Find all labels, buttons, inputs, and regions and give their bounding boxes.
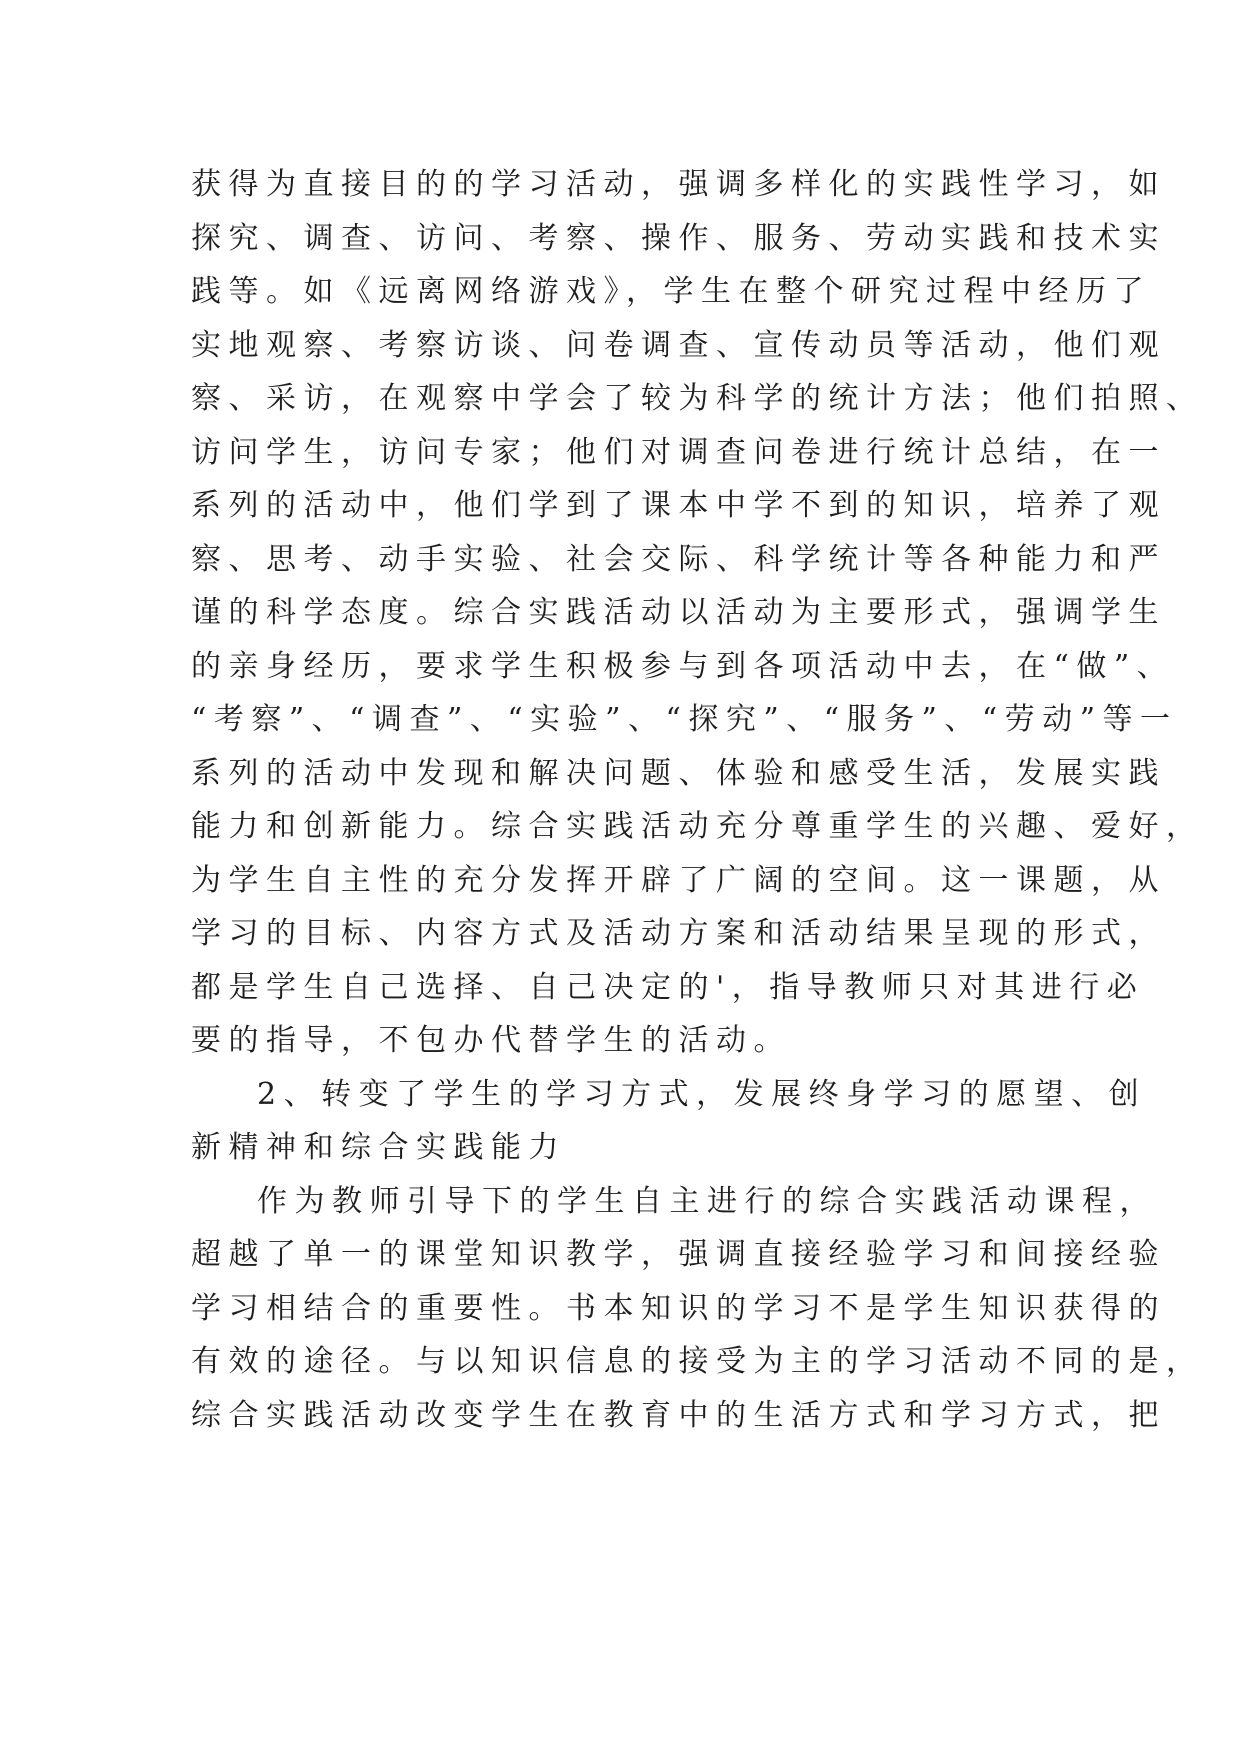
text-line: 察、思考、动手实验、社会交际、科学统计等各种能力和严	[191, 541, 1166, 577]
text-line: 学习的目标、内容方式及活动方案和活动结果呈现的形式，	[191, 916, 1166, 951]
text-line: 能力和创新能力。综合实践活动充分尊重学生的兴趣、爱好，	[191, 809, 1204, 844]
text-line: 系列的活动中发现和解决问题、体验和感受生活，发展实践	[191, 755, 1166, 791]
text-line: 系列的活动中，他们学到了课本中学不到的知识，培养了观	[191, 488, 1166, 523]
text-line: 为学生自主性的充分发挥开辟了广阔的空间。这一课题，从	[191, 862, 1166, 898]
text-line: 获得为直接目的的学习活动，强调多样化的实践性学习，如	[191, 167, 1166, 202]
text-line: 的亲身经历，要求学生积极参与到各项活动中去，在“做”、	[191, 648, 1175, 684]
text-line: 践等。如《远离网络游戏》，学生在整个研究过程中经历了	[191, 274, 1151, 309]
text-line: 综合实践活动改变学生在教育中的生活方式和学习方式，把	[191, 1397, 1166, 1433]
section-heading-line: 2、转变了学生的学习方式，发展终身学习的愿望、创	[257, 1076, 1147, 1112]
text-line: 超越了单一的课堂知识教学，强调直接经验学习和间接经验	[191, 1237, 1166, 1272]
text-line: 要的指导，不包办代替学生的活动。	[191, 1023, 791, 1058]
paragraph-first-line: 作为教师引导下的学生自主进行的综合实践活动课程，	[257, 1183, 1157, 1219]
text-line: 有效的途径。与以知识信息的接受为主的学习活动不同的是，	[191, 1344, 1204, 1379]
text-line: “考察”、“调查”、“实验”、“探究”、“服务”、“劳动”等一	[191, 702, 1178, 737]
text-line: 都是学生自己选择、自己决定的'，指导教师只对其进行必	[191, 969, 1145, 1005]
section-heading-line: 新精神和综合实践能力	[191, 1130, 566, 1165]
text-line: 察、采访，在观察中学会了较为科学的统计方法；他们拍照、	[191, 381, 1204, 416]
text-line: 探究、调查、访问、考察、操作、服务、劳动实践和技术实	[191, 220, 1166, 256]
text-line: 谨的科学态度。综合实践活动以活动为主要形式，强调学生	[191, 595, 1166, 630]
body-text	[191, 158, 1204, 1442]
text-line: 访问学生，访问专家；他们对调查问卷进行统计总结，在一	[191, 434, 1166, 470]
text-line: 实地观察、考察访谈、问卷调查、宣传动员等活动，他们观	[191, 327, 1166, 363]
text-line: 学习相结合的重要性。书本知识的学习不是学生知识获得的	[191, 1290, 1166, 1326]
